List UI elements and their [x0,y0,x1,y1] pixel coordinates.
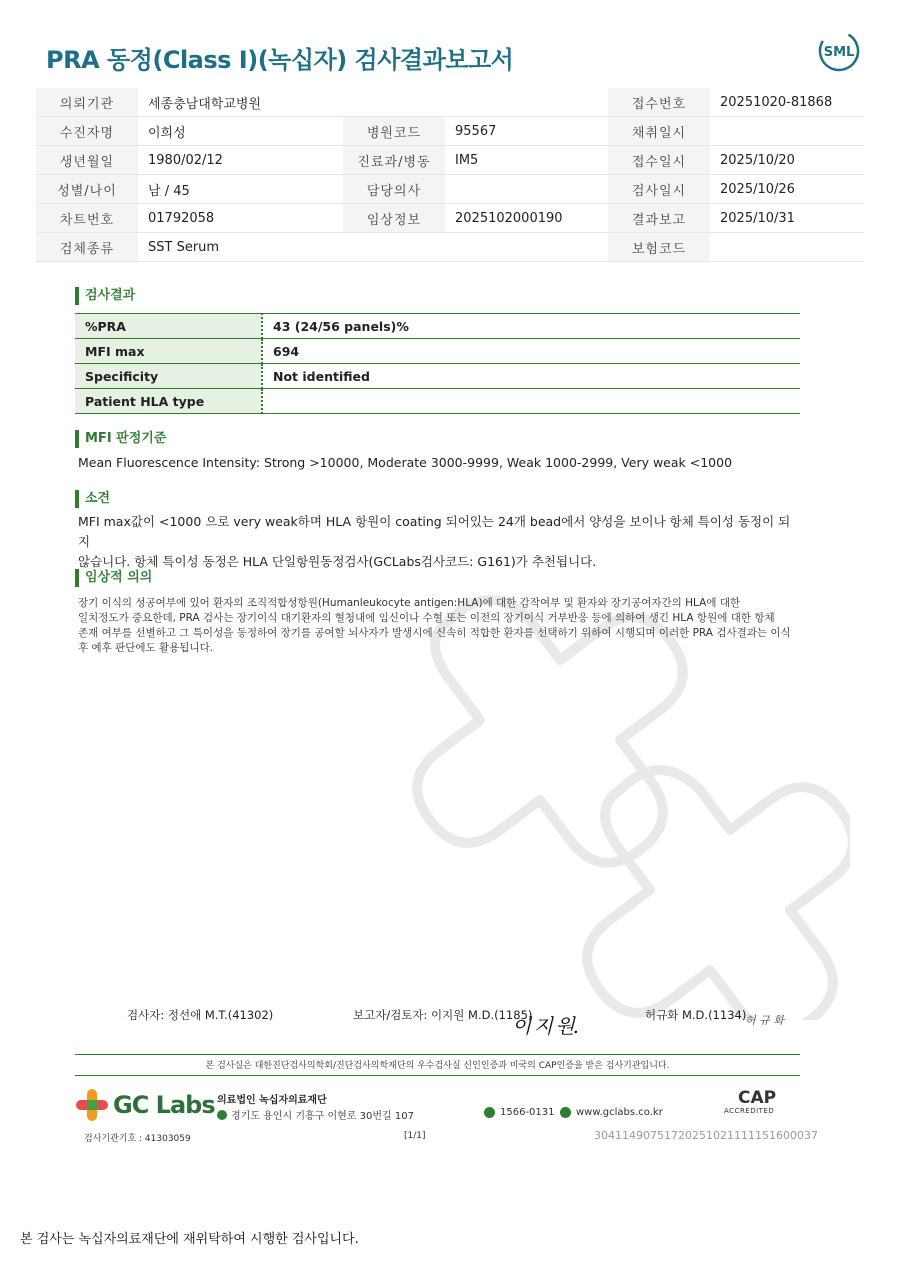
info-value: 세종충남대학교병원 [138,88,343,117]
info-label: 보험코드 [608,233,710,262]
section-heading-clinical: 임상적 의의 [75,569,152,587]
opinion-line: MFI max값이 <1000 으로 very weak하며 HLA 항원이 coating 되어있는 24개 bead에서 양성을 보이나 항체 특이성 동정이 되지 [78,514,791,549]
info-value: 01792058 [138,204,343,233]
info-label: 진료과/병동 [343,146,445,175]
result-row [75,314,800,339]
barcode-number: 30411490751720251021111151600037 [594,1129,818,1142]
info-value [445,88,608,117]
phone-text: 1566-0131 [500,1107,555,1118]
divider [75,1075,800,1076]
info-label: 의뢰기관 [36,88,138,117]
reporter-handwritten-sign: 이 지 원. [512,1014,578,1038]
info-value: 1980/02/12 [138,146,343,175]
info-row [36,88,864,117]
info-label: 성별/나이 [36,175,138,204]
info-value: 20251020-81868 [710,88,864,117]
phone-icon [484,1107,495,1118]
info-label: 접수번호 [608,88,710,117]
info-value: SST Serum [138,233,343,262]
sml-logo-icon [818,30,860,72]
location-pin-icon [217,1110,227,1120]
section-heading-mfi: MFI 판정기준 [75,430,166,448]
opinion-line: 않습니다. 항체 특이성 동정은 HLA 단일항원동정검사(GCLabs검사코드: G161)가 추천됩니다. [78,554,597,569]
info-value: 2025/10/26 [710,175,864,204]
patient-info-table [36,88,864,262]
info-label: 생년월일 [36,146,138,175]
institution-number: 검사기관기호 : 41303059 [84,1134,191,1144]
info-value: 95567 [445,117,608,146]
cap-logo-text: CAP [738,1088,777,1108]
result-label: %PRA [75,314,262,339]
info-label: 수진자명 [36,117,138,146]
sml-logo-text: SML [823,45,855,60]
clinical-line: 일치정도가 중요한데, PRA 검사는 장기이식 대기환자의 혈청내에 임신이나 수혈 또는 이전의 장기이식 거부반응 등에 의하여 생긴 HLA 항원에 대한 항체 [78,612,775,624]
section-heading-result: 검사결과 [75,287,135,305]
result-value: 694 [262,339,800,364]
result-label: Specificity [75,364,262,389]
info-row [36,117,864,146]
website-link[interactable]: www.gclabs.co.kr [576,1107,663,1118]
info-label: 접수일시 [608,146,710,175]
opinion-text [78,512,798,572]
info-label: 병원코드 [343,117,445,146]
clinical-line: 장기 이식의 성공여부에 있어 환자의 조직적합성항원(Humanleukocyte antigen:HLA)에 대한 감작여부 및 환자와 장기공여자간의 HLA에 대한 [78,597,741,609]
info-value: 이희성 [138,117,343,146]
info-label: 검체종류 [36,233,138,262]
cap-accredited-logo [724,1090,798,1122]
result-row [75,339,800,364]
reporter-signature: 보고자/검토자: 이지원 M.D.(1185) [353,1008,533,1022]
info-label: 결과보고 [608,204,710,233]
bottom-note: 본 검사는 녹십자의료재단에 재위탁하여 시행한 검사입니다. [20,1232,359,1247]
info-value [710,233,864,262]
info-row [36,175,864,204]
result-row [75,364,800,389]
info-row [36,146,864,175]
info-value [445,233,608,262]
address-block [217,1107,414,1122]
org-name: 의료법인 녹십자의료재단 [217,1095,327,1106]
info-value: 남 / 45 [138,175,343,204]
address-text: 경기도 용인시 기흥구 이현로 30번길 107 [231,1111,414,1122]
info-value: IM5 [445,146,608,175]
clinical-text [78,596,803,656]
third-handwritten-sign: 허 규 화 [745,1014,784,1027]
gc-cross-icon [75,1088,109,1122]
info-label: 차트번호 [36,204,138,233]
cap-logo-sub: ACCREDITED [724,1107,775,1115]
info-label: 채취일시 [608,117,710,146]
report-title: PRA 동정(Class I)(녹십자) 검사결과보고서 [46,46,514,74]
info-label [343,88,445,117]
gc-labs-logo [75,1088,215,1122]
clinical-line: 존재 여부를 선별하고 그 특이성을 동정하여 장기를 공여할 뇌사자가 발생시에 신속히 적합한 환자를 선택하기 위하여 시행되며 이러한 PRA 검사결과는 이식 [78,627,791,639]
certification-notice: 본 검사실은 대한진단검사의학회/진단검사의학재단의 우수검사실 신인인증과 미국의 CAP인증을 받은 검사기관입니다. [205,1061,670,1071]
home-icon [560,1107,571,1118]
website-block [560,1107,663,1118]
info-label: 임상정보 [343,204,445,233]
result-label: MFI max [75,339,262,364]
info-value [710,117,864,146]
page-number: [1/1] [404,1131,426,1141]
result-value: 43 (24/56 panels)% [262,314,800,339]
result-row [75,389,800,414]
divider [75,1054,800,1055]
phone-block [484,1107,555,1118]
clinical-line: 후 예후 판단에도 활용됩니다. [78,642,214,654]
mfi-criteria-text: Mean Fluorescence Intensity: Strong >10000, Moderate 3000-9999, Weak 1000-2999, Very weak <1000 [78,455,733,470]
info-label [343,233,445,262]
third-signature: 허규화 M.D.(1134) [645,1008,747,1022]
info-value [445,175,608,204]
gc-labs-wordmark: GC Labs [113,1091,215,1119]
info-value: 2025102000190 [445,204,608,233]
result-value: Not identified [262,364,800,389]
info-value: 2025/10/31 [710,204,864,233]
section-heading-opinion: 소견 [75,490,110,508]
info-label: 검사일시 [608,175,710,204]
result-table [75,313,800,414]
tester-signature: 검사자: 정선애 M.T.(41302) [127,1008,274,1022]
info-row [36,233,864,262]
info-row [36,204,864,233]
info-label: 담당의사 [343,175,445,204]
result-label: Patient HLA type [75,389,262,414]
result-value [262,389,800,414]
info-value: 2025/10/20 [710,146,864,175]
